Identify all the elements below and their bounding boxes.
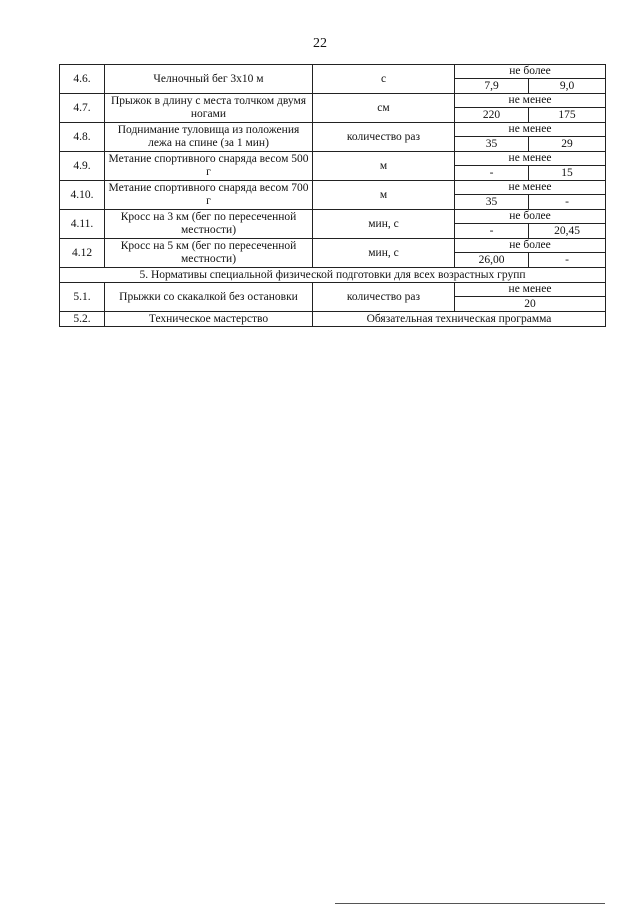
row-number: 5.2.	[60, 312, 105, 327]
criterion-cell: не менее	[455, 283, 606, 297]
table-row	[60, 312, 606, 327]
value-cell: 20	[455, 297, 606, 312]
criterion-cell: не менее	[455, 152, 606, 166]
criterion-cell: не менее	[455, 181, 606, 195]
value-cell-1: 220	[455, 108, 529, 123]
criterion-cell: не более	[455, 210, 606, 224]
criterion-cell: не более	[455, 65, 606, 79]
table-row	[60, 123, 606, 137]
table-row	[60, 181, 606, 195]
unit-cell: м	[313, 181, 455, 210]
exercise-name: Прыжки со скакалкой без остановки	[105, 283, 313, 312]
value-cell-2: -	[529, 195, 606, 210]
unit-cell: мин, с	[313, 210, 455, 239]
exercise-name: Метание спортивного снаряда весом 500 г	[105, 152, 313, 181]
row-number: 4.8.	[60, 123, 105, 152]
value-cell-2: 29	[529, 137, 606, 152]
section-header-row	[60, 268, 606, 283]
criterion-cell: не менее	[455, 94, 606, 108]
value-cell-1: 7,9	[455, 79, 529, 94]
table-row	[60, 94, 606, 108]
value-cell-1: 35	[455, 137, 529, 152]
row-number: 4.10.	[60, 181, 105, 210]
value-cell-2: 20,45	[529, 224, 606, 239]
unit-cell: количество раз	[313, 123, 455, 152]
value-cell-2: 9,0	[529, 79, 606, 94]
table-row	[60, 239, 606, 253]
exercise-name: Техническое мастерство	[105, 312, 313, 327]
value-cell-2: -	[529, 253, 606, 268]
row-number: 5.1.	[60, 283, 105, 312]
program-cell: Обязательная техническая программа	[313, 312, 606, 327]
table-row	[60, 210, 606, 224]
table-row	[60, 152, 606, 166]
row-number: 4.7.	[60, 94, 105, 123]
row-number: 4.9.	[60, 152, 105, 181]
criterion-cell: не более	[455, 239, 606, 253]
unit-cell: см	[313, 94, 455, 123]
value-cell-1: -	[455, 166, 529, 181]
unit-cell: мин, с	[313, 239, 455, 268]
page-number: 22	[313, 36, 327, 51]
value-cell-1: 26,00	[455, 253, 529, 268]
exercise-name: Кросс на 3 км (бег по пересеченной местности)	[105, 210, 313, 239]
row-number: 4.12	[60, 239, 105, 268]
value-cell-1: 35	[455, 195, 529, 210]
criterion-cell: не менее	[455, 123, 606, 137]
table-row	[60, 65, 606, 79]
value-cell-1: -	[455, 224, 529, 239]
norms-table	[59, 64, 606, 327]
unit-cell: количество раз	[313, 283, 455, 312]
exercise-name: Метание спортивного снаряда весом 700 г	[105, 181, 313, 210]
section-5-title: 5. Нормативы специальной физической подготовки для всех возрастных групп	[60, 268, 606, 283]
table-row	[60, 283, 606, 297]
value-cell-2: 175	[529, 108, 606, 123]
exercise-name: Прыжок в длину с места толчком двумя ногами	[105, 94, 313, 123]
row-number: 4.6.	[60, 65, 105, 94]
unit-cell: с	[313, 65, 455, 94]
bottom-edge-line	[335, 903, 605, 904]
exercise-name: Челночный бег 3х10 м	[105, 65, 313, 94]
exercise-name: Поднимание туловища из положения лежа на спине (за 1 мин)	[105, 123, 313, 152]
unit-cell: м	[313, 152, 455, 181]
value-cell-2: 15	[529, 166, 606, 181]
exercise-name: Кросс на 5 км (бег по пересеченной местности)	[105, 239, 313, 268]
row-number: 4.11.	[60, 210, 105, 239]
